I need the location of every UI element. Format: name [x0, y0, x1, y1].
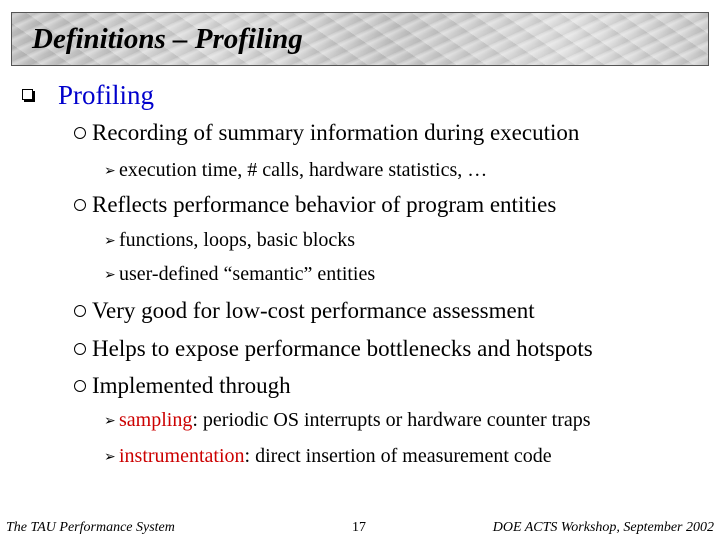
sub-bullet-text: functions, loops, basic blocks: [119, 229, 356, 251]
bullet-text: Reflects performance behavior of program entities: [92, 192, 557, 217]
title-banner: [11, 12, 709, 66]
bullet-text: Implemented through: [92, 373, 291, 398]
open-circle-icon: [74, 199, 86, 211]
open-circle-icon: [74, 380, 86, 392]
footer-left: The TAU Performance System: [6, 520, 175, 535]
term-description: : direct insertion of measurement code: [244, 445, 552, 467]
term-description: : periodic OS interrupts or hardware counter traps: [192, 409, 591, 431]
arrowhead-icon: ➢: [104, 164, 116, 179]
sub-bullet-text: [119, 445, 552, 468]
bullet-label: Profiling: [58, 80, 155, 110]
arrowhead-icon: ➢: [104, 414, 116, 429]
sub-bullet-text: [119, 409, 591, 432]
sub-bullet-text: user-defined “semantic” entities: [119, 263, 376, 285]
bullet-text: Helps to expose performance bottlenecks and hotspots: [92, 336, 593, 361]
bullet-text: Very good for low-cost performance assessment: [92, 298, 535, 323]
bullet-text: Recording of summary information during execution: [92, 120, 580, 145]
term-highlight: sampling: [119, 409, 193, 431]
footer-right: DOE ACTS Workshop, September 2002: [492, 520, 714, 535]
arrowhead-icon: ➢: [104, 268, 116, 283]
page-number: 17: [352, 520, 366, 535]
arrowhead-icon: ➢: [104, 234, 116, 249]
open-circle-icon: [74, 305, 86, 317]
arrowhead-icon: ➢: [104, 450, 116, 465]
square-box-icon: [22, 89, 33, 100]
open-circle-icon: [74, 343, 86, 355]
term-highlight: instrumentation: [119, 445, 245, 467]
open-circle-icon: [74, 127, 86, 139]
slide-title: Definitions – Profiling: [32, 23, 303, 55]
sub-bullet-text: execution time, # calls, hardware statistics, …: [119, 159, 488, 181]
